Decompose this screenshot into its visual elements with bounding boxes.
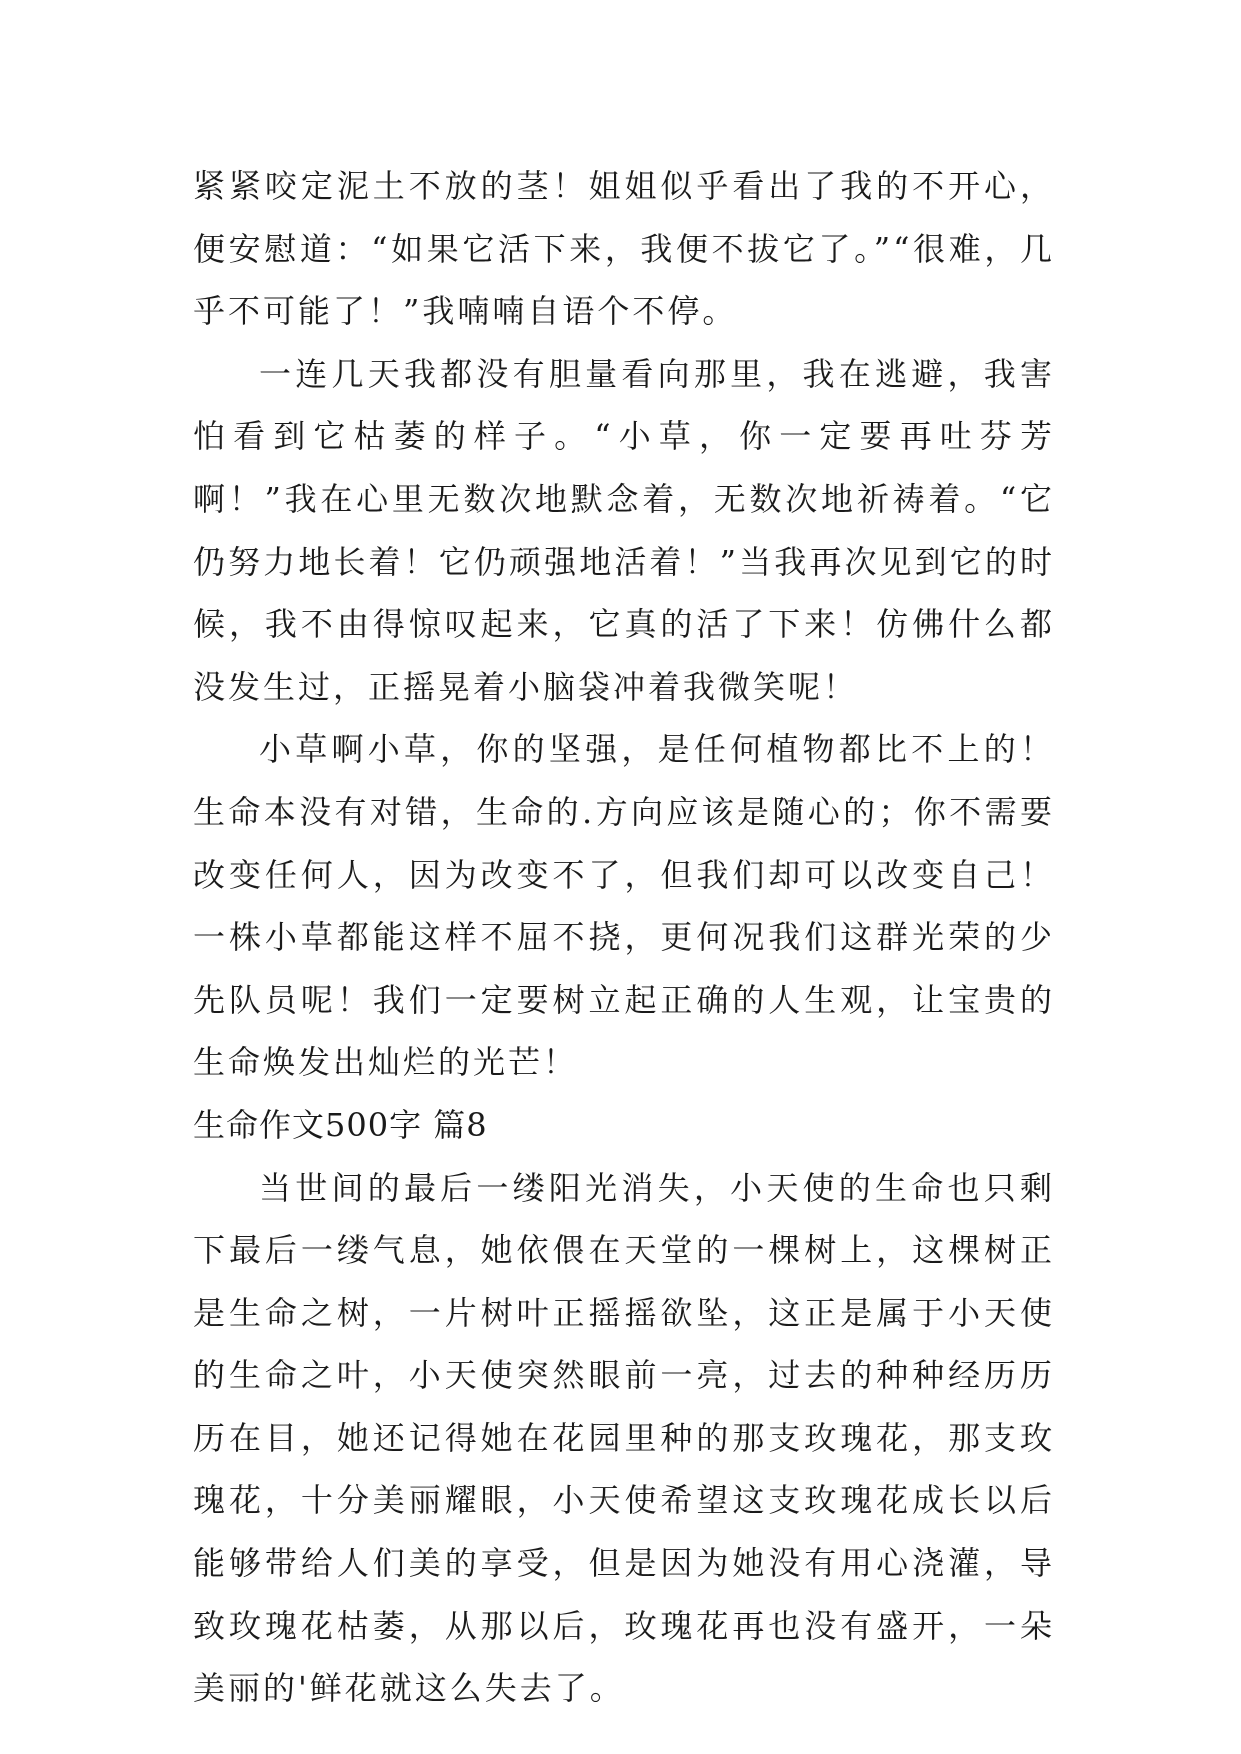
paragraph-3: 小草啊小草，你的坚强，是任何植物都比不上的！生命本没有对错，生命的.方向应该是随心的；你不需要改变任何人，因为改变不了，但我们却可以改变自己！一株小草都能这样不屈不挠，更何况我们这群光荣的少先队员呢！我们一定要树立起正确的人生观，让宝贵的生命焕发出灿烂的光芒！	[193, 730, 1055, 1082]
paragraph-2: 一连几天我都没有胆量看向那里，我在逃避，我害怕看到它枯萎的样子。“小草，你一定要再吐芬芳啊！”我在心里无数次地默念着，无数次地祈祷着。“它仍努力地长着！它仍顽强地活着！”当我再次见到它的时候，我不由得惊叹起来，它真的活了下来！仿佛什么都没发生过，正摇晃着小脑袋冲着我微笑呢！	[193, 354, 1055, 706]
paragraph-4: 当世间的最后一缕阳光消失，小天使的生命也只剩下最后一缕气息，她依偎在天堂的一棵树上，这棵树正是生命之树，一片树叶正摇摇欲坠，这正是属于小天使的生命之叶，小天使突然眼前一亮，过去的种种经历历历在目，她还记得她在花园里种的那支玫瑰花，那支玫瑰花，十分美丽耀眼，小天使希望这支玫瑰花成长以后能够带给人们美的享受，但是因为她没有用心浇灌，导致玫瑰花枯萎，从那以后，玫瑰花再也没有盛开，一朵美丽的'鲜花就这么失去了。	[193, 1168, 1055, 1708]
document-body	[193, 155, 1055, 1720]
paragraph-1: 紧紧咬定泥土不放的茎！姐姐似乎看出了我的不开心，便安慰道：“如果它活下来，我便不拔它了。”“很难，几乎不可能了！”我喃喃自语个不停。	[193, 167, 1055, 331]
section-heading: 生命作文500字 篇8	[193, 1105, 488, 1144]
